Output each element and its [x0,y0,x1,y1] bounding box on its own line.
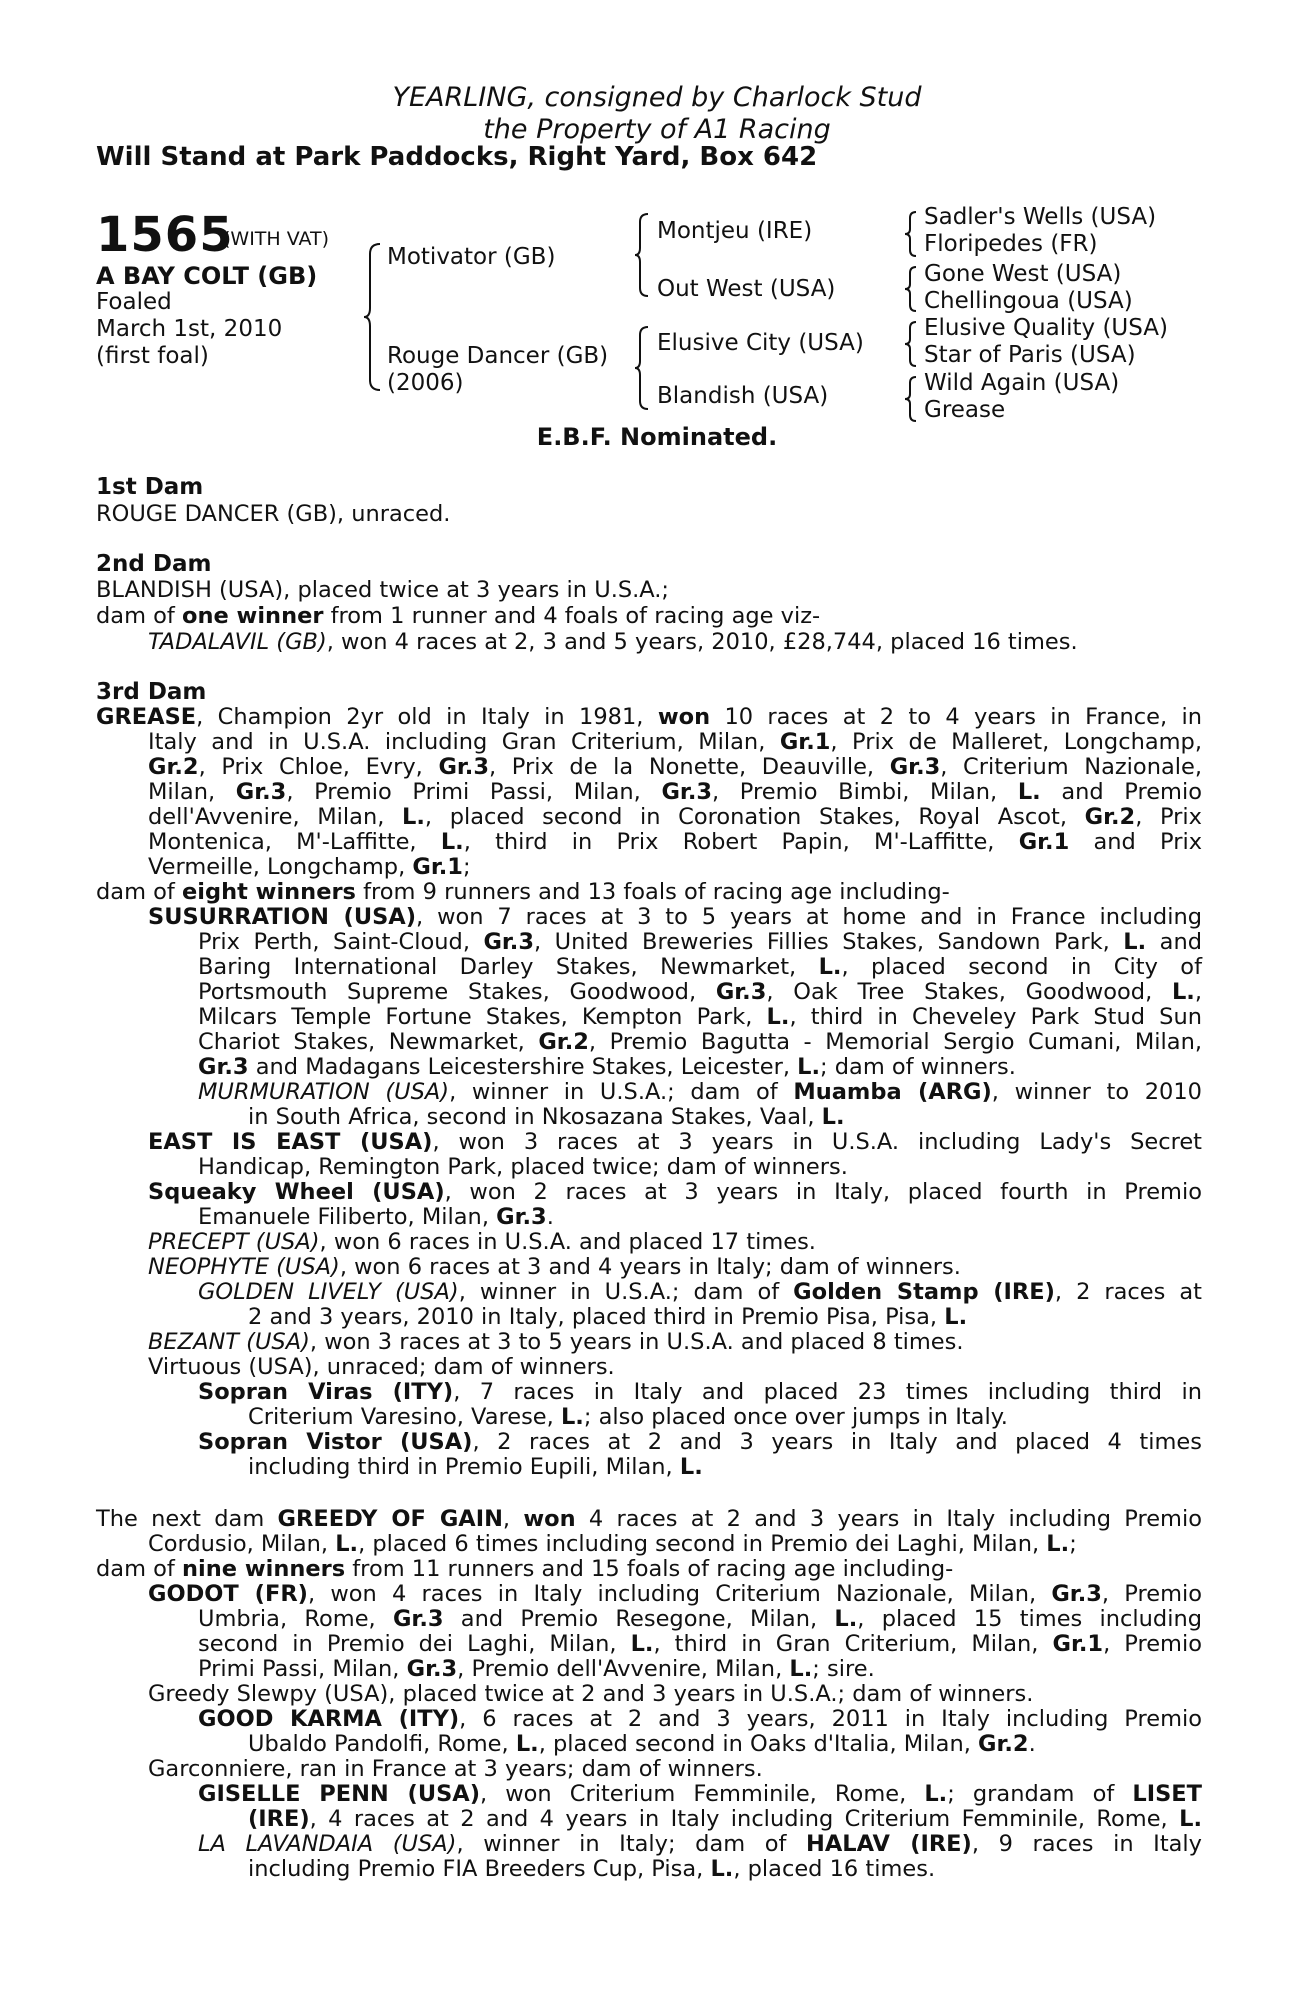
pedigree-dam: Rouge Dancer (GB) [387,343,609,369]
section-heading-3rd-dam: 3rd Dam [96,679,207,705]
dam3-line: dam of eight winners from 9 runners and 13 foals of racing age including- [96,879,950,905]
progeny-line: BEZANT (USA), won 3 races at 3 to 5 years in U.S.A. and placed 8 times. [148,1329,964,1355]
pedigree-brace-g1 [903,210,919,258]
dam1-text: ROUGE DANCER (GB), unraced. [96,501,451,527]
progeny-line: GOOD KARMA (ITY), 6 races at 2 and 3 years, 2011 in Italy including Premio [198,1706,1202,1732]
dam2-line: BLANDISH (USA), placed twice at 3 years in U.S.A.; [96,577,670,603]
progeny-line: PRECEPT (USA), won 6 races in U.S.A. and placed 17 times. [148,1229,816,1255]
progeny-line: Handicap, Remington Park, placed twice; dam of winners. [198,1154,848,1180]
pedigree-ggp: Wild Again (USA) [924,370,1120,396]
pedigree-ggp: Sadler's Wells (USA) [924,204,1157,230]
progeny-line: in South Africa, second in Nkosazana Stakes, Vaal, L. [248,1104,845,1130]
pedigree-ggp: Star of Paris (USA) [924,342,1136,368]
lot-date: March 1st, 2010 [96,316,283,342]
pedigree-brace-g4 [903,375,919,423]
pedigree-ggp: Elusive Quality (USA) [924,315,1168,341]
pedigree-brace-sire [633,212,651,298]
progeny-line: Portsmouth Supreme Stakes, Goodwood, Gr.3, Oak Tree Stakes, Goodwood, L., [198,979,1202,1005]
pedigree-ggp: Gone West (USA) [924,261,1122,287]
progeny-line: Milcars Temple Fortune Stakes, Kempton Park, L., third in Cheveley Park Stud Sun [198,1004,1202,1030]
ebf-nominated: E.B.F. Nominated. [536,423,778,451]
section-heading-1st-dam: 1st Dam [96,474,204,500]
progeny-line: second in Premio dei Laghi, Milan, L., third in Gran Criterium, Milan, Gr.1, Premio [198,1631,1202,1657]
progeny-line: Ubaldo Pandolfi, Rome, L., placed second in Oaks d'Italia, Milan, Gr.2. [248,1731,1036,1757]
pedigree-brace-dam [633,325,651,411]
progeny-line: GOLDEN LIVELY (USA), winner in U.S.A.; dam of Golden Stamp (IRE), 2 races at [198,1279,1202,1305]
header-consignor: YEARLING, consigned by Charlock Stud [392,82,922,113]
dam3-line: dell'Avvenire, Milan, L., placed second in Coronation Stakes, Royal Ascot, Gr.2, Prix [148,804,1202,830]
progeny-line: GISELLE PENN (USA), won Criterium Femminile, Rome, L.; grandam of LISET [198,1781,1202,1807]
progeny-line: 2 and 3 years, 2010 in Italy, placed third in Premio Pisa, Pisa, L. [248,1304,968,1330]
pedigree-sire-sire: Montjeu (IRE) [657,218,813,244]
progeny-line: Sopran Viras (ITY), 7 races in Italy and placed 23 times including third in [198,1379,1202,1405]
progeny-line: Virtuous (USA), unraced; dam of winners. [148,1354,615,1380]
next-dam-line: Cordusio, Milan, L., placed 6 times including second in Premio dei Laghi, Milan, L.; [148,1531,1077,1557]
progeny-line: Criterium Varesino, Varese, L.; also placed once over jumps in Italy. [248,1404,1008,1430]
pedigree-ggp: Chellingoua (USA) [924,288,1133,314]
progeny-line: Baring International Darley Stakes, Newmarket, L., placed second in City of [198,954,1202,980]
progeny-line: including third in Premio Eupili, Milan, L. [248,1454,703,1480]
header-property: the Property of A1 Racing [483,114,831,145]
lot-name: A BAY COLT (GB) [96,262,318,290]
progeny-line: Sopran Vistor (USA), 2 races at 2 and 3 years in Italy and placed 4 times [198,1429,1202,1455]
progeny-line: (IRE), 4 races at 2 and 4 years in Italy including Criterium Femminile, Rome, L. [248,1806,1202,1832]
dam3-line: Montenica, M'-Laffitte, L., third in Prix Robert Papin, M'-Laffitte, Gr.1 and Prix [148,829,1203,855]
next-dam-line: The next dam GREEDY OF GAIN, won 4 races at 2 and 3 years in Italy including Premio [96,1506,1202,1532]
progeny-line: Squeaky Wheel (USA), won 2 races at 3 years in Italy, placed fourth in Premio [148,1179,1202,1205]
pedigree-dam-year: (2006) [387,370,464,396]
progeny-line: Umbria, Rome, Gr.3 and Premio Resegone, Milan, L., placed 15 times including [198,1606,1203,1632]
lot-number: 1565 [96,207,234,263]
pedigree-dam-dam: Blandish (USA) [657,383,829,409]
progeny-line: MURMURATION (USA), winner in U.S.A.; dam of Muamba (ARG), winner to 2010 [198,1079,1202,1105]
progeny-line: SUSURRATION (USA), won 7 races at 3 to 5 years at home and in France including [148,904,1202,930]
pedigree-ggp: Floripedes (FR) [924,231,1098,257]
progeny-line: Chariot Stakes, Newmarket, Gr.2, Premio Bagutta - Memorial Sergio Cumani, Milan, [198,1029,1202,1055]
progeny-line: LA LAVANDAIA (USA), winner in Italy; dam of HALAV (IRE), 9 races in Italy [198,1831,1202,1857]
header-stand: Will Stand at Park Paddocks, Right Yard, Box 642 [96,142,818,172]
pedigree-ggp: Grease [924,397,1006,423]
lot-note: (first foal) [96,343,209,369]
pedigree-sire: Motivator (GB) [387,244,556,270]
pedigree-brace-parents [362,242,384,392]
progeny-line: NEOPHYTE (USA), won 6 races at 3 and 4 years in Italy; dam of winners. [148,1254,961,1280]
dam3-line: Vermeille, Longchamp, Gr.1; [148,854,471,880]
lot-foaled: Foaled [96,289,172,315]
progeny-line: Garconniere, ran in France at 3 years; dam of winners. [148,1756,763,1782]
pedigree-dam-sire: Elusive City (USA) [657,330,864,356]
dam2-line: dam of one winner from 1 runner and 4 foals of racing age viz- [96,603,821,629]
dam3-line: Italy and in U.S.A. including Gran Criterium, Milan, Gr.1, Prix de Malleret, Longchamp, [148,729,1202,755]
progeny-line: Prix Perth, Saint-Cloud, Gr.3, United Breweries Fillies Stakes, Sandown Park, L. and [198,929,1202,955]
progeny-line: including Premio FIA Breeders Cup, Pisa, L., placed 16 times. [248,1856,936,1882]
progeny-line: Greedy Slewpy (USA), placed twice at 2 and 3 years in U.S.A.; dam of winners. [148,1681,1034,1707]
pedigree-sire-dam: Out West (USA) [657,276,836,302]
progeny-line: GODOT (FR), won 4 races in Italy including Criterium Nazionale, Milan, Gr.3, Premio [148,1581,1202,1607]
pedigree-brace-g3 [903,320,919,368]
dam2-line: TADALAVIL (GB), won 4 races at 2, 3 and 5 years, 2010, £28,744, placed 16 times. [148,629,1078,655]
progeny-line: Primi Passi, Milan, Gr.3, Premio dell'Avvenire, Milan, L.; sire. [198,1656,875,1682]
next-dam-line: dam of nine winners from 11 runners and 15 foals of racing age including- [96,1556,954,1582]
section-heading-2nd-dam: 2nd Dam [96,551,212,577]
dam3-line: Milan, Gr.3, Premio Primi Passi, Milan, Gr.3, Premio Bimbi, Milan, L. and Premio [148,779,1202,805]
pedigree-brace-g2 [903,265,919,313]
lot-vat: (WITH VAT) [223,228,330,250]
progeny-line: EAST IS EAST (USA), won 3 races at 3 years in U.S.A. including Lady's Secret [148,1129,1202,1155]
dam3-line: Gr.2, Prix Chloe, Evry, Gr.3, Prix de la Nonette, Deauville, Gr.3, Criterium Nazionale, [148,754,1202,780]
progeny-line: Gr.3 and Madagans Leicestershire Stakes, Leicester, L.; dam of winners. [198,1054,1016,1080]
progeny-line: Emanuele Filiberto, Milan, Gr.3. [198,1204,554,1230]
dam3-line: GREASE, Champion 2yr old in Italy in 1981, won 10 races at 2 to 4 years in France, in [96,704,1202,730]
